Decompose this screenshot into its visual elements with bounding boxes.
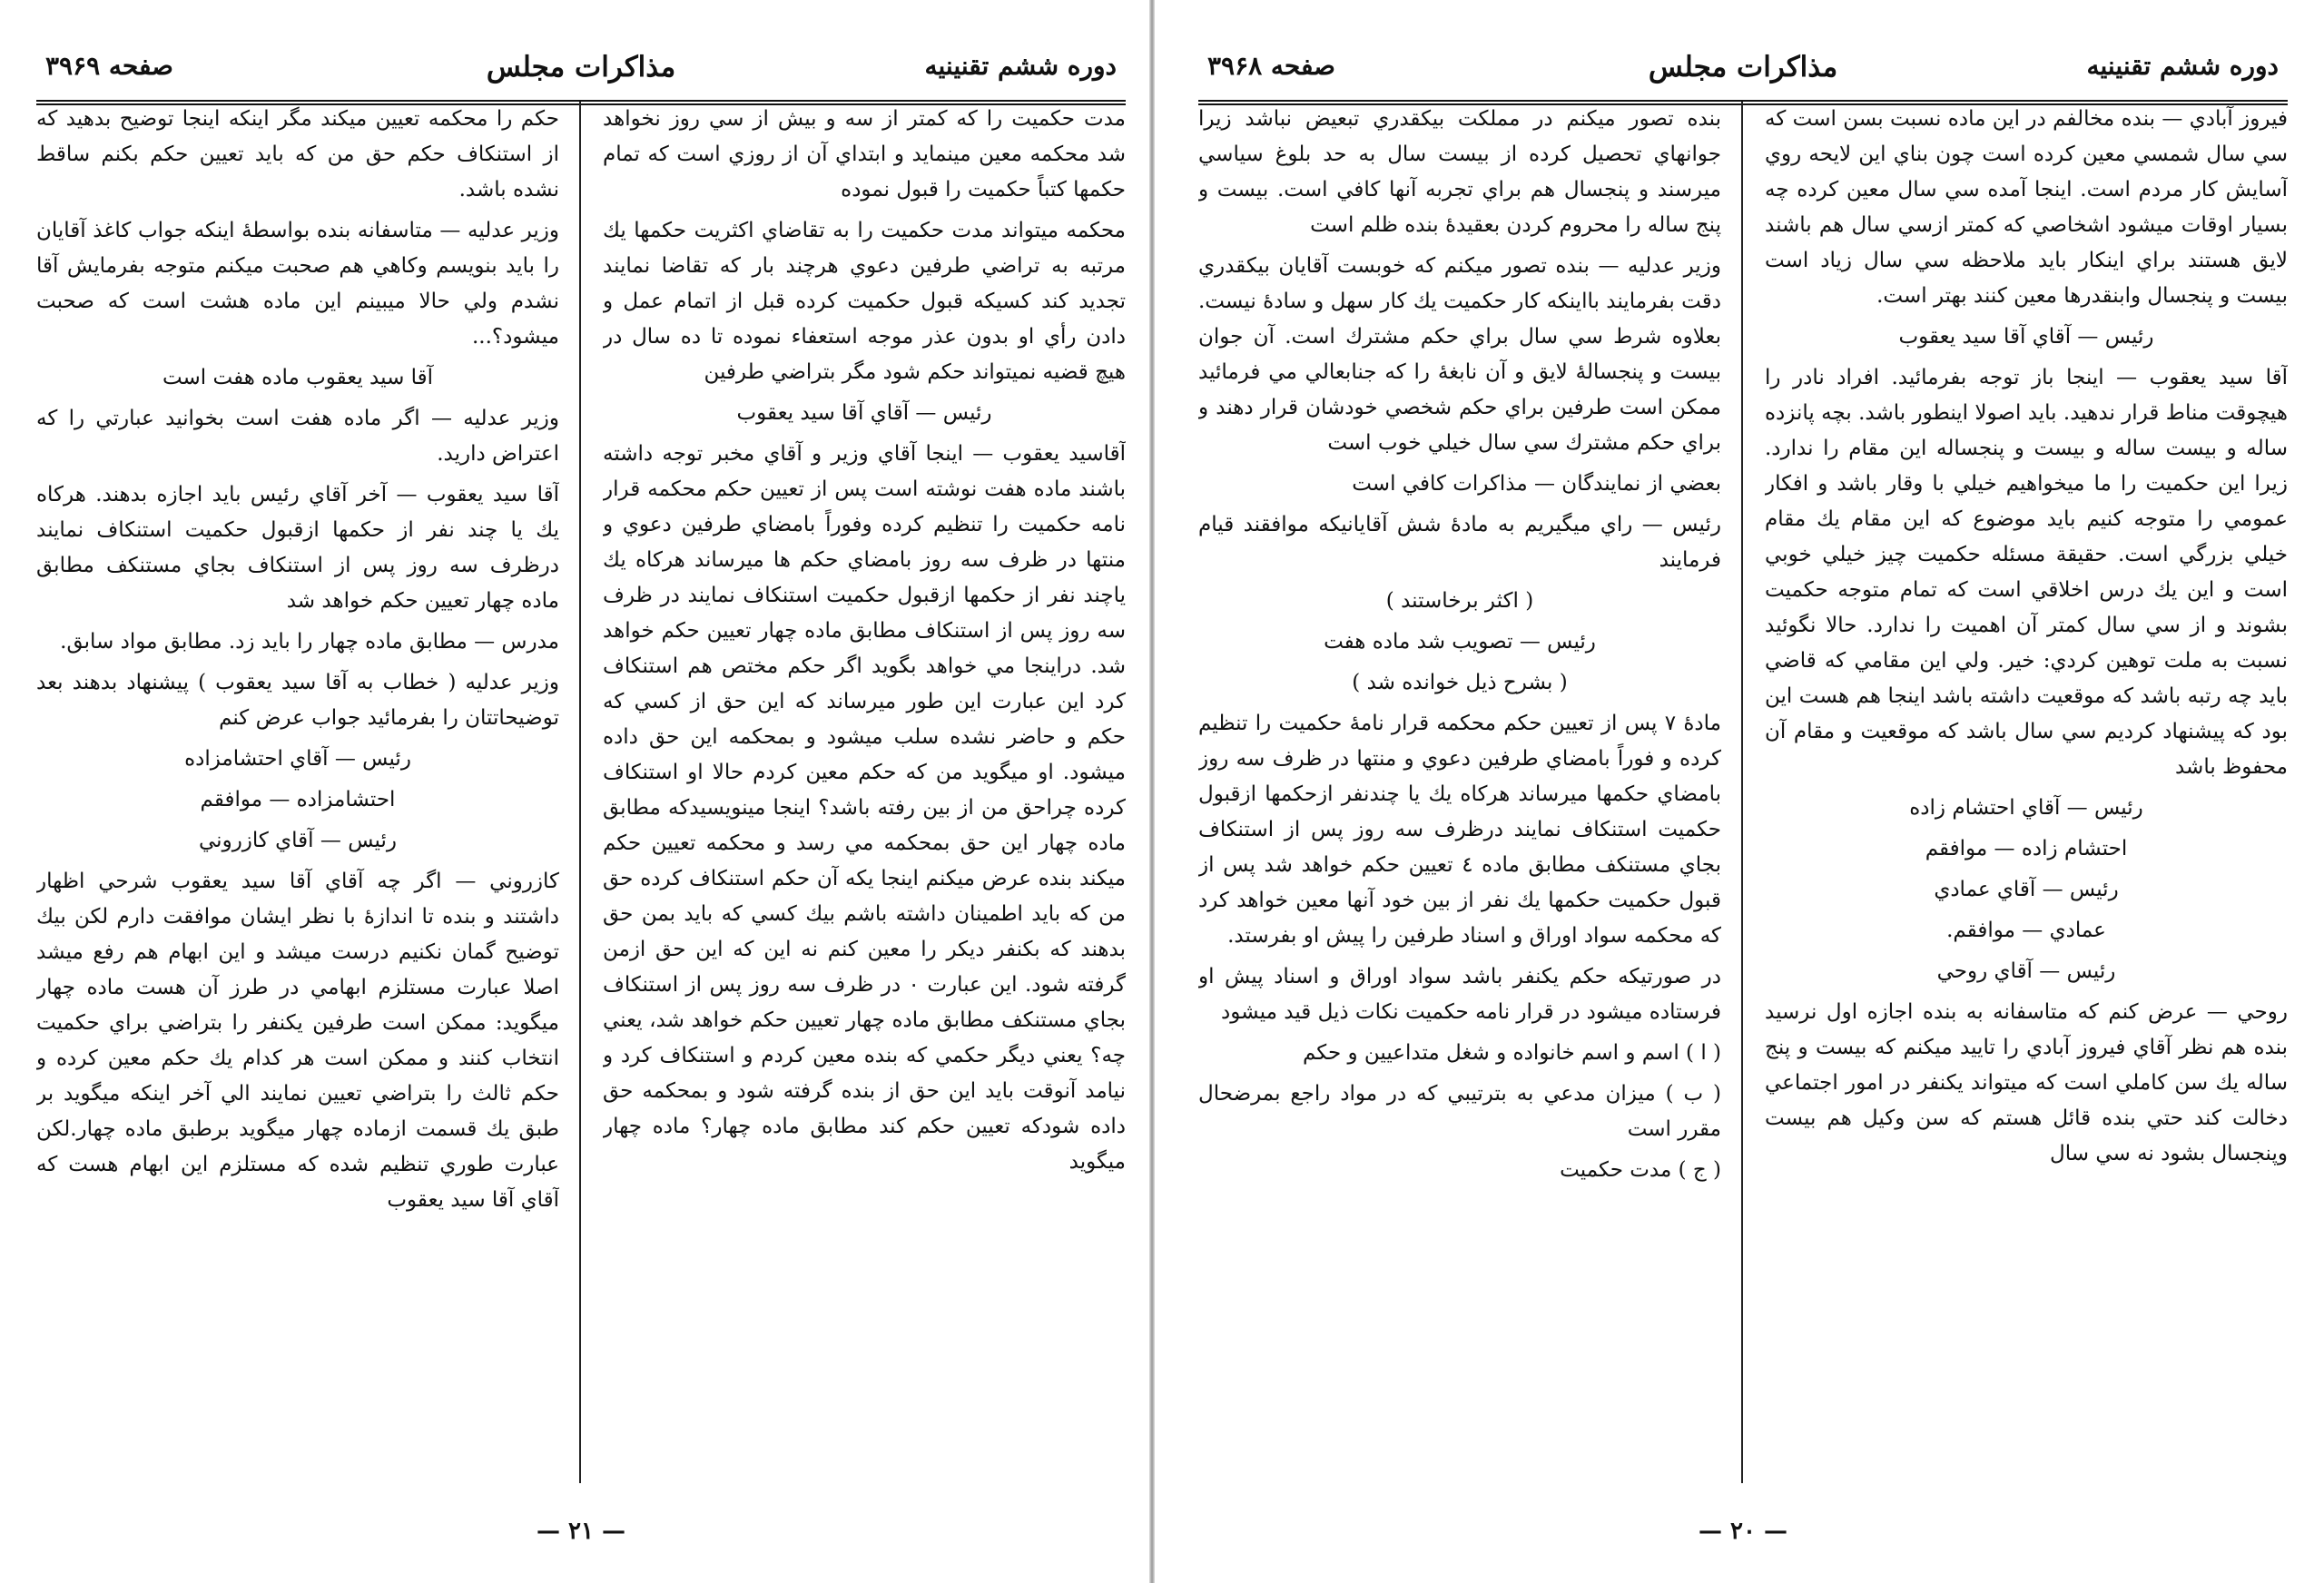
text-column-left: [1198, 102, 1721, 1483]
left-page: [36, 0, 1126, 1583]
paragraph: رئيس — راي ميگيريم به مادهٔ شش آقايانيكه موافقند قيام فرمايند: [1198, 513, 1721, 572]
paragraph: ( بشرح ذيل خوانده شد ): [1352, 671, 1568, 694]
paragraph: مدرس — مطابق ماده چهار را بايد زد. مطابق مواد سابق.: [60, 630, 559, 654]
paragraph: محكمه ميتواند مدت حكميت را به تقاضاي اكثريت حكمها يك مرتبه به تراضي طرفين دعوي هرچند بار كه تقاضا نمايند تجديد كند كسيكه قبول حكميت كرده قبل از اتمام عمل و دادن رأي او بدون عذر موجه استعفاء نموده تا ده سال در هيچ قضيه نميتواند حكم شود مگر بتراضي طرفين: [603, 219, 1126, 384]
paragraph: مدت حكميت را كه كمتر از سه و بيش از سي روز نخواهد شد محكمه معين مينمايد و ابتداي آن از روزي است كه تمام حكمها كتباً حكميت را قبول نموده: [603, 107, 1126, 202]
paragraph: آقاسيد يعقوب — اينجا آقاي وزير و آقاي مخبر توجه داشته باشند ماده هفت نوشته است پس از تعيين حكم محكمه قرار نامه حكميت را تنظيم كرده وفوراً بامضاي طرفين دعوي و منتها در ظرف سه روز بامضاي حكم ها ميرساند هركاه يك ياچند نفر از حكمها ازقبول حكميت استنكاف نمايند در ظرف سه روز پس از استنكاف مطابق ماده چهار تعيين حكم خواهد شد. دراينجا مي خواهد بگويد اگر حكم مختص هم استنكاف كرد اين عبارت اين طور ميرساند كه اين حق از كسي كه حكم و حاضر نشده سلب ميشود و بمحكمه اين حق داده ميشود. او ميگويد من كه حكم معين كردم حالا او استنكاف كرده چراحق من از بين رفته باشد؟ اينجا مينويسيدكه مطابق ماده چهار اين حق بمحكمه مي رسد و محكمه تعيين حكم ميكند بنده عرض ميكنم اينجا يكه آن حكم استنكاف كرده حق من كه بايد اطمينان داشته باشم بيك كسي كه بايد بمن حق بدهند كه بكنفر ديكر را معين كنم نه اين كه اين حق ازمن گرفته شود. اين عبارت ۰ در ظرف سه روز پس از استنكاف بجاي مستنكف مطابق ماده چهار تعيين حكم خواهد شد، يعني چه؟ يعني ديگر حكمي كه بنده معين كردم و استنكاف كرد و نيامد آنوقت بايد اين حق از بنده گرفته شود و بمحكمه حق داده شودكه تعيين حكم كند مطابق ماده چهار؟ ماده چهار ميگويد: [603, 442, 1126, 1174]
page-number: صفحه ۳۹۶۸: [1207, 51, 1335, 81]
paragraph: مادهٔ ۷ پس از تعيين حكم محكمه قرار نامهٔ حكميت را تنظيم كرده و فوراً بامضاي طرفين دعوي و منتها در ظرف سه روز بامضاي حكمها ميرساند هركاه يك يا چندنفر ازحكمها ازقبول حكميت استنكاف نمايند درظرف سه روز پس از استنكاف بجاي مستنكف مطابق ماده ٤ تعيين حكم خواهد شد پس از قبول حكميت حكمها يك نفر از بين خود آنها معين خواهد كرد كه محكمه سواد اوراق و اسناد طرفين را پيش او بفرستد.: [1198, 712, 1721, 948]
speaker-call: رئيس — آقاي عمادي: [1934, 878, 2119, 901]
speaker-call: رئيس — آقاي احتشامزاده: [184, 747, 411, 771]
page-header: [36, 44, 1126, 105]
paragraph: ( ب ) ميزان مدعي به بترتيبي كه در مواد راجع بمرضحال مقرر است: [1198, 1082, 1721, 1141]
paragraph: عمادي — موافقم.: [1946, 919, 2106, 942]
paragraph: وزير عدليه — بنده تصور ميكنم كه خوبست آقايان بيكقدري دقت بفرمايند بااينكه كار حكميت يك كار سهل و سادهٔ نيست. بعلاوه شرط سي سال براي حكم مشترك است. آن جوان بيست و پنجسالهٔ لايق و آن نابغهٔ را كه جنابعالي مي فرمائيد ممكن است طرفين براي حكم شخصي خودشان قرار دهند و براي حكم مشترك سي سال خيلي خوب است: [1198, 254, 1721, 455]
paragraph: ( ج ) مدت حكميت: [1560, 1158, 1721, 1182]
text-column-right: [603, 102, 1126, 1483]
paragraph: روحي — عرض كنم كه متاسفانه به بنده اجازه اول نرسيد بنده هم نظر آقاي فيروز آبادي را تاييد ميكنم كه بيست و پنج ساله يك سن كاملي است كه ميتواند يكنفر در امور اجتماعي دخالت كند حتي بنده قائل هستم كه سن وكيل هم بيست وپنجسال بشود نه سي سال: [1765, 1000, 2288, 1165]
text-column-left: [36, 102, 559, 1483]
paragraph: رئيس — تصويب شد ماده هفت: [1324, 630, 1596, 654]
book-gutter: [1149, 0, 1155, 1583]
paragraph: در صورتيكه حكم يكنفر باشد سواد اوراق و اسناد پيش او فرستاده ميشود در قرار نامه حكميت نكات ذيل قيد ميشود: [1198, 965, 1721, 1024]
paragraph: ( ا ) اسم و اسم خانواده و شغل متداعيين و حكم: [1302, 1041, 1721, 1065]
journal-title: مذاكرات مجلس: [1648, 51, 1838, 84]
paragraph: احتشام زاده — موافقم: [1925, 837, 2128, 860]
paragraph: ( اكثر برخاستند ): [1385, 589, 1534, 613]
paragraph: آقا سيد يعقوب ماده هفت است: [162, 366, 434, 389]
speaker-call: رئيس — آقاي كازروني: [199, 829, 397, 852]
paragraph: وزير عدليه — متاسفانه بنده بواسطهٔ اينكه جواب كاغذ آقايان را بايد بنويسم وكاهي هم صحبت ميكنم متوجه بفرمايش آقا نشدم ولي حالا ميبينم اين ماده هشت است كه صحبت ميشود؟...: [36, 219, 559, 349]
paragraph: فيروز آبادي — بنده مخالفم در اين ماده نسبت بسن است كه سي سال شمسي معين كرده است چون بناي اين لايحه روي آسايش كار مردم است. اينجا آمده سي سال معين كرده چه بسيار اوقات ميشود اشخاصي كه كمتر ازسي سال هم باشند لايق هستند براي اينكار بايد ملاحظه سي سال زياد است بيست و پنجسال وابنقدرها معين كنند بهتر است.: [1765, 107, 2288, 308]
page-body: [36, 102, 1126, 1483]
paragraph: بعضي از نمايندگان — مذاكرات كافي است: [1352, 472, 1721, 496]
paragraph: بنده تصور ميكنم در مملكت بيكقدري تبعيض نباشد زيرا جوانهاي تحصيل كرده از بيست سال به حد بلوغ سياسي ميرسند و پنجسال هم براي تجربه آنها كافي است. بيست و پنج ساله را محروم كردن بعقيدهٔ بنده ظلم است: [1198, 107, 1721, 237]
right-page: [1198, 0, 2288, 1583]
paragraph: آقا سيد يعقوب — آخر آقاي رئيس بايد اجازه بدهند. هركاه يك يا چند نفر از حكمها ازقبول حكميت استنكاف نمايند درظرف سه روز پس از استنكاف بجاي مستنكف مطابق ماده چهار تعيين حكم خواهد شد: [36, 483, 559, 613]
paragraph: وزير عدليه ( خطاب به آقا سيد يعقوب ) پيشنهاد بدهند بعد توضيحاتتان را بفرمائيد جواب عرض كنم: [36, 671, 559, 730]
column-divider: [1741, 102, 1743, 1483]
speaker-call: رئيس — آقاي روحي: [1936, 959, 2116, 983]
folio-number: — ۲۱ —: [536, 1518, 626, 1545]
column-divider: [579, 102, 581, 1483]
speaker-call: رئيس — آقاي آقا سيد يعقوب: [1898, 325, 2154, 349]
text-column-right: [1765, 102, 2288, 1483]
speaker-call: رئيس — آقاي احتشام زاده: [1909, 796, 2143, 820]
session-label: دوره ششم تقنينيه: [2086, 51, 2279, 81]
paragraph: حكم را محكمه تعيين ميكند مگر اينكه اينجا توضيح بدهيد كه از استنكاف حكم حق من كه بايد تعيين حكم بكنم ساقط نشده باشد.: [36, 107, 559, 202]
session-label: دوره ششم تقنينيه: [924, 51, 1117, 81]
page-number: صفحه ۳۹۶۹: [45, 51, 173, 81]
journal-title: مذاكرات مجلس: [486, 51, 676, 84]
paragraph: وزير عدليه — اگر ماده هفت است بخوانيد عبارتي را كه اعتراض داريد.: [36, 407, 559, 466]
speaker-call: رئيس — آقاي آقا سيد يعقوب: [736, 401, 992, 425]
paragraph: آقا سيد يعقوب — اينجا باز توجه بفرمائيد. افراد نادر را هيچوقت مناط قرار ندهيد. بايد اصولا اينطور باشد. بچه پانزده ساله و بيست ساله و بيست و پنجساله اين مقام را ندارد. زيرا اين حكميت را ما ميخواهيم خيلي با وقار باشد و افكار عمومي را متوجه كنيم بايد موضوع كه اين مقام يك مقام خيلي بزرگي است. حقيقة مسئله حكميت چيز خيلي خوبي است و اين يك درس اخلاقي است كه تمام متوجه حكميت بشوند و از سي سال كمتر آن اهميت را ندارد. حالا نگوئيد نسبت به ملت توهين كردي: خير. ولي اين مقامي كه قاضي بايد چه رتبه باشد كه موقعيت داشته باشد اينجا هم هست اين بود كه پيشنهاد كرديم سي سال باشد كه موقعيت و مقام آن محفوظ باشد: [1765, 366, 2288, 779]
page-body: [1198, 102, 2288, 1483]
folio-number: — ۲۰ —: [1698, 1518, 1788, 1545]
paragraph: كازروني — اگر چه آقاي آقا سيد يعقوب شرحي اظهار داشتند و بنده تا اندازهٔ با نظر ايشان موافقت دارم لكن بيك توضيح گمان نكنيم درست ميشد و اين ابهام هم رفع ميشد اصلا عبارت مستلزم ابهامي در طرز آن هست ماده چهار ميگويد: ممكن است طرفين يكنفر را بتراضي براي حكميت انتخاب كنند و ممكن است هر كدام يك حكم معين كرده و حكم ثالث را بتراضي تعيين نمايند الي آخر اينكه ميگويد بر طبق يك قسمت ازماده چهار ميگويد برطبق ماده چهار.لكن عبارت طوري تنظيم شده كه مستلزم اين ابهام هست كه آقاي آقا سيد يعقوب: [36, 870, 559, 1212]
paragraph: احتشامزاده — موافقم: [200, 788, 396, 811]
page-header: [1198, 44, 2288, 105]
